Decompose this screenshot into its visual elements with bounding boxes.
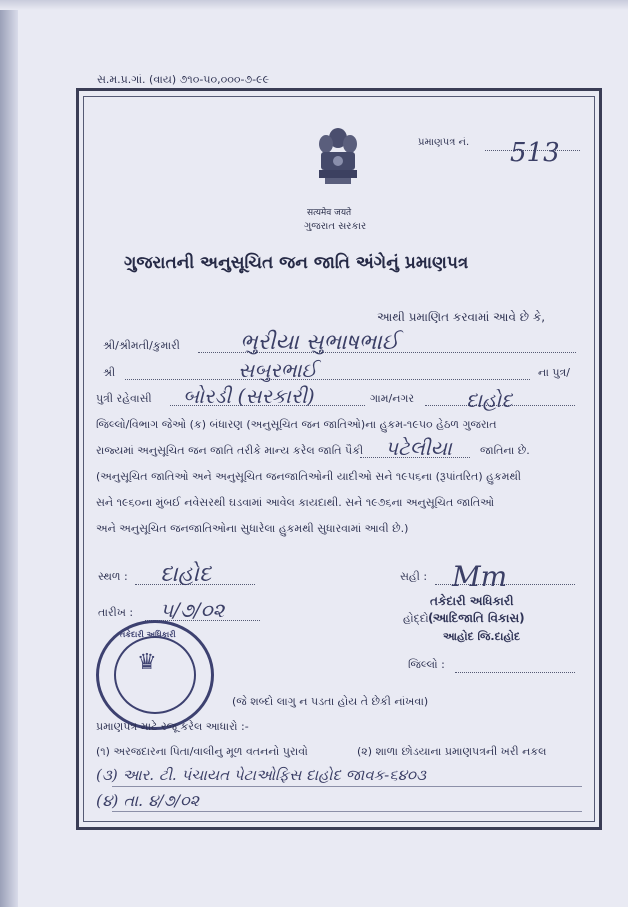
paragraph-line-2: રાજ્યમાં અનુસૂચિત જન જાતિ તરીકે માન્ય કરેલ જાતિ પૈકી	[96, 444, 364, 457]
emblem-government: ગુજરાત સરકાર	[304, 221, 367, 232]
official-seal-inner-ring	[114, 636, 196, 714]
tribe-suffix: જાતિના છે.	[480, 444, 530, 457]
signature: Mm	[452, 560, 508, 593]
date-label: તારીખ :	[98, 606, 134, 619]
son-label: ના પુત્ર/	[538, 366, 570, 379]
emblem-motto: सत्यमेव जयते	[307, 208, 352, 218]
name-value: ભુરીયા સુભાષભાઈ	[240, 330, 399, 355]
paragraph-line-5: અને અનુસૂચિત જનજાતિઓના સુધારેલા હુકમથી સુધારવામાં આવી છે.)	[96, 522, 409, 535]
designation-label: હોદ્દો :	[403, 612, 436, 625]
designation-stamp-line-3: આહોદ જિ.દાહોદ	[443, 630, 521, 643]
seal-emblem-icon: ♛	[137, 650, 157, 675]
paragraph-line-1: જિલ્લો/વિભાગ જેઓ (ક) બંધારણ (અનુસૂચિત જન જાતિઓ)ના હુકમ-૧૯૫૦ હેઠળ ગુજરાત	[96, 418, 497, 431]
basis-item-1: (૧) અરજદારના પિતા/વાલીનુ મૂળ વતનનો પુરાવો	[96, 745, 308, 758]
certificate-number-label: પ્રમાણપત્ર નં.	[418, 137, 470, 148]
intro-text: આથી પ્રમાણિત કરવામાં આવે છે કે,	[377, 310, 546, 324]
certificate-title: ગુજરાતની અનુસૂચિત જન જાતિ અંગેનું પ્રમાણપત્ર	[124, 253, 469, 273]
district-label: જિલ્લો :	[408, 658, 445, 671]
basis-label: પ્રમાણપત્ર માટે રજૂ કરેલ આધારો :-	[96, 720, 249, 733]
name-label: શ્રી/શ્રીમતી/કુમારી	[103, 339, 180, 352]
designation-stamp-line-2: (આદિજાતિ વિકાસ)	[428, 611, 525, 625]
basis-item-3: (૩) આર. ટી. પંચાયત પેટાઓફિસ દાહોદ જાવક-૬૪૦૩	[96, 766, 426, 784]
father-line	[125, 379, 530, 380]
page-top-shadow	[0, 0, 628, 10]
village-label: ગામ/નગર	[370, 392, 415, 405]
father-label: શ્રી	[103, 366, 116, 379]
paragraph-line-4: સને ૧૯૬૦ના મુંબઈ નવેસરથી ઘડવામાં આવેલ કાયદાથી. સને ૧૯૭૬ના અનુસૂચિત જાતિઓ	[96, 496, 495, 509]
resident-value: બોરડી (સરકારી)	[183, 384, 315, 408]
place-value: દાહોદ	[160, 562, 212, 587]
district-line	[455, 672, 575, 673]
strike-note: (જે શબ્દો લાગુ ન પડતા હોય તે છેકી નાંખવા)	[232, 695, 429, 708]
signature-label: સહી :	[400, 570, 428, 583]
place-label: સ્થળ :	[98, 570, 128, 583]
basis-item-3-line	[112, 786, 582, 787]
basis-item-4: (૪) તા. ૪/૭/૦૨	[96, 791, 200, 810]
designation-stamp-line-1: તકેદારી અધિકારી	[430, 594, 514, 608]
certificate-number-value: 513	[510, 138, 560, 168]
tribe-value: પટેલીયા	[385, 436, 452, 460]
father-value: સબુરભાઈ	[238, 358, 317, 382]
basis-item-4-line	[112, 811, 582, 812]
paragraph-line-3: (અનુસૂચિત જાતિઓ અને અનુસૂચિત જનજાતિઓની યાદીઓ સને ૧૯૫૬ના (રૂપાંતરિત) હુકમથી	[96, 470, 522, 483]
form-code: સ.મ.પ્ર.ગાં. (વાય) ૭૧૦-૫૦,૦૦૦-૭-૯૯	[97, 73, 270, 86]
seal-text: તકેદારી અધિકારી	[120, 630, 176, 639]
basis-item-2: (૨) શાળા છોડયાના પ્રમાણપત્રની ખરી નકલ	[357, 745, 547, 758]
national-emblem-icon	[315, 122, 361, 204]
date-value: ૫/૭/૦૨	[160, 598, 225, 622]
page-shadow	[0, 0, 18, 907]
resident-label: પુત્રી રહેવાસી	[96, 392, 152, 405]
village-value: દાહોદ	[466, 388, 513, 412]
